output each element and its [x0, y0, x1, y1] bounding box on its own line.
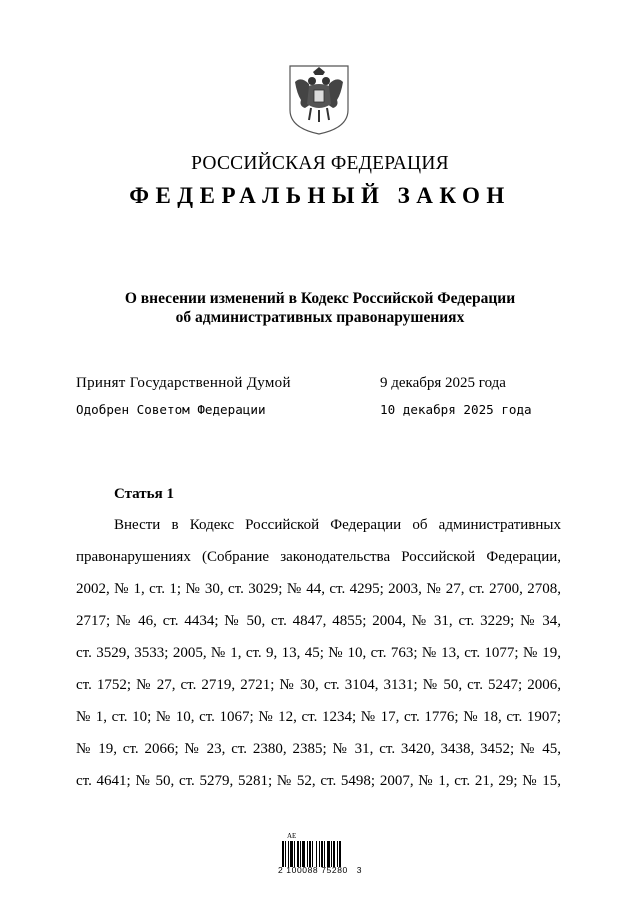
country-title: РОССИЙСКАЯ ФЕДЕРАЦИЯ: [191, 153, 449, 174]
coat-of-arms-emblem: [287, 64, 351, 136]
body-line: ст. 1752; № 27, ст. 2719, 2721; № 30, ст. 3104, 3131; № 50, ст. 5247; 2006,: [76, 677, 561, 693]
law-subject-line: О внесении изменений в Кодекс Российской Федерации: [124, 290, 516, 307]
body-line: № 1, ст. 10; № 10, ст. 1067; № 12, ст. 1234; № 17, ст. 1776; № 18, ст. 1907;: [76, 709, 561, 725]
adopted-by-duma-label: Принят Государственной Думой: [76, 375, 291, 391]
barcode-mark: AE: [287, 832, 297, 840]
body-line: 2002, № 1, ст. 1; № 30, ст. 3029; № 44, ст. 4295; 2003, № 27, ст. 2700, 2708,: [76, 581, 561, 597]
body-line: правонарушениях (Собрание законодательства Российской Федерации,: [76, 549, 561, 565]
approved-date: 10 декабря 2025 года: [380, 402, 532, 417]
document-type-title: ФЕДЕРАЛЬНЫЙ ЗАКОН: [129, 183, 511, 208]
barcode-icon: [282, 841, 362, 867]
adopted-date: 9 декабря 2025 года: [380, 375, 506, 391]
body-line: ст. 4641; № 50, ст. 5279, 5281; № 52, ст. 5498; 2007, № 1, ст. 21, 29; № 15,: [76, 773, 561, 789]
law-subject-line: об административных правонарушениях: [175, 309, 465, 326]
article-body: [76, 516, 561, 804]
body-line: ст. 3529, 3533; 2005, № 1, ст. 9, 13, 45; № 10, ст. 763; № 13, ст. 1077; № 19,: [76, 645, 561, 661]
body-line: Внести в Кодекс Российской Федерации об административных: [114, 517, 561, 533]
article-heading: Статья 1: [114, 486, 174, 502]
barcode-number: 2 100088 75280 3: [278, 865, 363, 875]
law-subject: [0, 289, 640, 327]
body-line: 2717; № 46, ст. 4434; № 50, ст. 4847, 4855; 2004, № 31, ст. 3229; № 34,: [76, 613, 561, 629]
approved-by-council-label: Одобрен Советом Федерации: [76, 402, 266, 417]
body-line: № 19, ст. 2066; № 23, ст. 2380, 2385; № 31, ст. 3420, 3438, 3452; № 45,: [76, 741, 561, 757]
